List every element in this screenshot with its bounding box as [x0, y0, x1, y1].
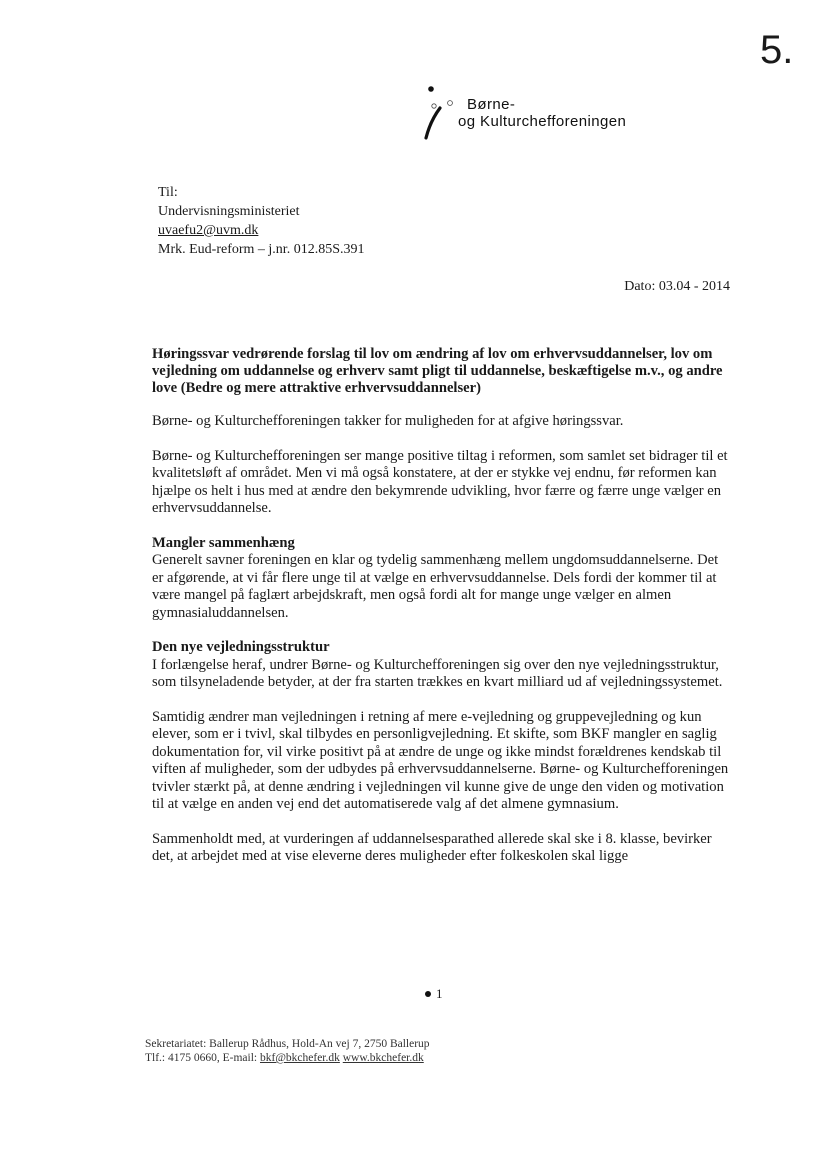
- logo-figure-icon: [422, 84, 462, 154]
- section-heading: Den nye vejledningsstruktur: [152, 639, 330, 655]
- body-paragraph: I forlængelse heraf, undrer Børne- og Kulturchefforeningen sig over den nye vejledningsstruktur, som tilsyneladende betyder, at der fra starten trækkes en kvart milliard ud af vejledningssystemet.: [152, 656, 723, 690]
- organization-logo: [422, 84, 662, 154]
- footer-page-number: [425, 986, 443, 1002]
- recipient-block: [158, 183, 364, 259]
- footer-email-link[interactable]: bkf@bkchefer.dk: [259, 1052, 340, 1064]
- footer-phone: Tlf.: 4175 0660, E-mail:: [145, 1052, 258, 1064]
- logo-name-line2: og Kulturchefforeningen: [458, 113, 627, 130]
- body-paragraph: Børne- og Kulturchefforeningen ser mange positive tiltag i reformen, som samlet set bidrager til et kvalitetsløft af området. Men vi må også konstatere, at der er stykke vej endnu, før reformen kan hjælpe os helt i hus med at ændre den bekymrende udvikling, hvor færre og færre unge vælger en erhvervsuddannelse.: [152, 447, 728, 516]
- letter-body: [152, 346, 732, 883]
- recipient-reference: Mrk. Eud-reform – j.nr. 012.85S.391: [158, 242, 365, 257]
- footer-address-line: Sekretariatet: Ballerup Rådhus, Hold-An vej 7, 2750 Ballerup: [145, 1038, 430, 1050]
- footer-website-link[interactable]: www.bkchefer.dk: [342, 1052, 424, 1064]
- body-paragraph: Børne- og Kulturchefforeningen takker for muligheden for at afgive høringssvar.: [152, 413, 624, 429]
- recipient-organization: Undervisningsministeriet: [158, 204, 300, 219]
- body-paragraph: Sammenholdt med, at vurderingen af uddannelsesparathed allerede skal ske i 8. klasse, bevirker det, at arbejdet med at vise eleverne deres muligheder efter folkeskolen skal ligge: [152, 830, 712, 864]
- page-number: 5.: [760, 28, 794, 72]
- bullet-icon: [425, 991, 431, 997]
- footer-contact: [145, 1037, 430, 1065]
- body-paragraph: Generelt savner foreningen en klar og tydelig sammenhæng mellem ungdomsuddannelserne. Det er afgørende, at vi får flere unge til at vælge en erhvervsuddannelse. Dels fordi der kommer til at være mangel på faglært arbejdskraft, men også fordi alt for mange unge vælger en almen gymnasialuddannelsen.: [152, 552, 719, 621]
- body-paragraph: Samtidig ændrer man vejledningen i retning af mere e-vejledning og gruppevejledning og kun elever, som er i tvivl, skal tilbydes en personligvejledning. Et skifte, som BKF mangler en saglig dokumentation for, vil virke positivt på at ændre de unge og ikke mindst forældrenes kendskab til viften af muligheder, som der udbydes på erhvervsuddannelserne. Børne- og Kulturchefforeningen tvivler stærkt på, at denne ændring i vejledningen vil kunne give de unge den viden og motivation til at vælge en anden vej end det automatiserede valg af det almene gymnasium.: [152, 708, 729, 812]
- logo-name-line1: Børne-: [467, 96, 516, 113]
- footer-page-label: 1: [436, 986, 443, 1001]
- letter-date: Dato: 03.04 - 2014: [624, 279, 730, 294]
- section-heading: Mangler sammenhæng: [152, 534, 295, 551]
- recipient-email-link[interactable]: uvaefu2@uvm.dk: [158, 223, 259, 238]
- recipient-label: Til:: [158, 185, 178, 200]
- letter-subject: Høringssvar vedrørende forslag til lov om ændring af lov om erhvervsuddannelser, lov om vejledning om uddannelse og erhverv samt pligt til uddannelse, beskæftigelse m.v., og andre love (Bedre og mere attraktive erhvervsuddannelser): [152, 346, 723, 396]
